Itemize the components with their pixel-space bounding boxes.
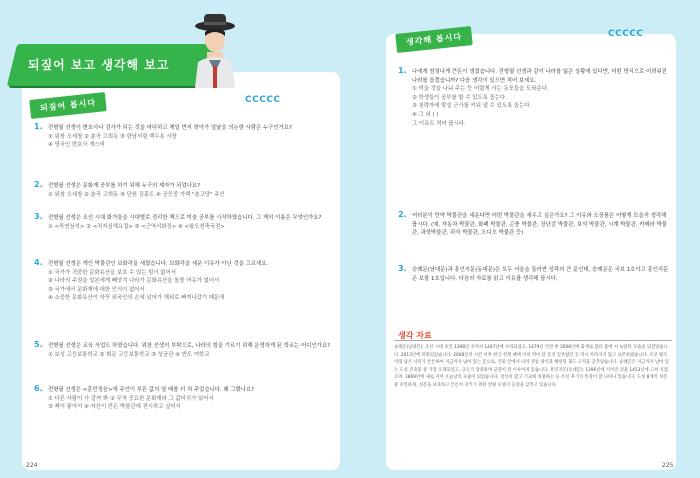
question-text: 숭례문(남대문)과 흥인지문(동대문)은 모두 서울을 둘러싼 성곽의 큰 문인데, 숭례문은 국보 1호이고 흥인지문은 보물 1호입니다. 다음의 자료를 읽고 이유를 생각해 봅시다. [412, 267, 669, 282]
question-text: 전형필 선생은 개인 박물관인 보화각을 세웠습니다. 보화각을 세운 이유가 아닌 것을 고르세요. [48, 261, 269, 267]
option-line: ① <묵연심석> ② <직지심체요절> ③ <근역서화징> ④ <왕오천축국전> [48, 223, 225, 230]
think-question-3 [412, 266, 670, 283]
option-line: ① 국가가 귀중한 문화유산을 보호 수 있는 힘이 없어서 [48, 269, 176, 276]
decoration-left: CCCCC [245, 95, 281, 105]
question-text: 전형필 선생은 교육 사업도 하였습니다. 위창 선생의 부탁으로, 나라의 힘을 기르기 위해 운영하게 된 학교는 어디인가요? [48, 343, 330, 349]
source-divider [394, 340, 672, 341]
question-number: 1. [34, 122, 43, 131]
option-line: 그 이유도 적어 봅시다. [412, 120, 466, 127]
decoration-right: CCCCC [608, 29, 644, 39]
author-portrait-icon [192, 12, 238, 88]
source-text: 숭례문(남대문): 조선 시대 초인 1398년 지어져 1447년에 수리되었고, 1479년 연결 한 2008년에 화재로 불타 불에 서 녹았던 모습을 되찾았습니다. 2013년에 복원되었습니다. 2008년의 시간 이후 한국 전쟁 때에 이의 벽이 단 문의 일부였던 곳 역시 사라지지 않고 보존하였습니다. 조선 왕조 이래 남은 나라가 튼튼하여 지금까지 남아 있는 문으로, 건물 안에서 나라 전통 양식과 해설된 궤도 고적을 갖추었습니다. 숭례문은 지금까지 남아 있는 도성 건축물 중 가장 오래되었고, 규모가 장중하며 균형이 잘 이루어져 있습니다. 흥인지문(동대문): 1396년에 지어진 것을 1453년에 고쳐 지었으며, 1869년에 새로 지어 오늘날의 모습이 되었습니다. 장식이 많고 기교에 치중하는 등 조선 후기의 특징이 잘 나타나 있습니다. 도성 8개의 성문 중 유일하게, 성문을 보호하고 튼튼히 지키기 위한 반원 모양의 옹성을 갖추고 있습니다. [394, 345, 669, 388]
option-line: ② 학생들이 공부를 할 수 있도록 돕는다. [412, 94, 507, 101]
question-6 [48, 386, 330, 412]
question-text: 나에게 엄청나게 큰돈이 생겼습니다. 전형필 선생과 같이 나라를 잃은 상황에 있다면, 어떤 방식으로 어려워진 나라를 돕겠습니까? 다음 생각이 있으면 적어 보세요. [412, 69, 667, 84]
option-line: ② 나라의 주권을 일본에게 빼앗겨 나라가 문화유산을 돌볼 여유가 없어서 [48, 278, 220, 285]
option-line: ③ 책이 좋아서 ④ 자신이 만든 박물관에 전시하고 싶어서 [48, 404, 181, 411]
question-3 [48, 214, 330, 231]
question-5 [48, 342, 330, 359]
option-line: ① 먹을 것을 나눠 주는 등 어렵게 사는 동포들을 도와준다. [412, 86, 549, 93]
option-line: ③ 국가에서 문화재에 대한 인식이 없어서 [48, 286, 145, 293]
question-number: 3. [398, 264, 407, 273]
option-line: ④ 영국인 변호사 개스비 [48, 142, 105, 149]
question-text: 여러분이 만약 박물관을 세운다면 어떤 박물관을 세우고 싶은가요? 그 이유와 소장품은 어떻게 모을지 생각해 봅시다. (예, 자동차 박물관, 화폐 박물관, 곤충 박물관, 장난감 박물관, 보석 박물관, 시계 박물관, 카메라 박물관, 과학박물관, 과자 박물관, 오디오 박물관 등) [412, 213, 668, 237]
page-number-left: 224 [26, 462, 38, 469]
page-number-right: 225 [662, 462, 674, 469]
option-line: ① 다른 사람이 사 갈까 봐 ② 무척 중요한 문화재라 그 값어치가 있어서 [48, 395, 214, 402]
question-text: 전형필 선생이 변호사나 검사가 되는 것을 마다하고 제일 먼저 찾아가 앞날을 의논한 사람은 누구인가요? [48, 125, 292, 131]
question-text: 전형필 선생은 조선 시대 화가들을 시대별로 정리한 책으로 미술 공부를 시작하였습니다. 그 책의 이름은 무엇인가요? [48, 215, 322, 221]
question-4 [48, 260, 330, 303]
option-line: ① 위창 오세창 ② 춘곡 고희동 ③ 한남서림 백두용 사장 [48, 133, 177, 140]
think-question-1 [412, 68, 670, 128]
option-line: ① 위창 오세창 ② 춘곡 고희동 ③ 단원 김홍도 ④ 공등중 가택 "춘고당" 주인 [48, 191, 225, 198]
option-line: ③ 침략자에 맞설 군사를 키워 낼 수 있도록 돕는다. [412, 103, 532, 110]
think-question-2 [412, 212, 670, 238]
option-line: ④ 소중한 문화유산이 자꾸 외국인의 손에 넘어가 해외로 빠져나갔기 때문에 [48, 295, 225, 302]
question-number: 6. [34, 384, 43, 393]
question-number: 4. [34, 258, 43, 267]
option-line: ④ 그 외 ( ) [412, 111, 439, 118]
question-number: 3. [34, 212, 43, 221]
review-tag: 되짚어 봅시다 [29, 92, 107, 119]
question-1 [48, 124, 330, 150]
question-number: 2. [34, 180, 43, 189]
question-2 [48, 182, 330, 199]
think-tag: 생각해 봅시다 [395, 26, 473, 53]
banner-title: 되짚어 보고 생각해 보고 [28, 58, 170, 72]
question-text: 전형필 선생은 <훈민정음>에 주인이 부른 값의 열 배를 더 쳐 주었습니다. 왜 그랬나요? [48, 387, 255, 393]
option-line: ① 보성 고등보통학교 ② 휘문 고등보통학교 ③ 성균관 ④ 반도 여학교 [48, 351, 210, 358]
question-text: 전형필 선생은 문화재 공부를 하기 위해 누구의 제자가 되었나요? [48, 183, 200, 189]
question-number: 5. [34, 340, 43, 349]
question-number: 2. [398, 210, 407, 219]
question-number: 1. [398, 66, 407, 75]
source-title: 생각 자료 [398, 331, 432, 340]
